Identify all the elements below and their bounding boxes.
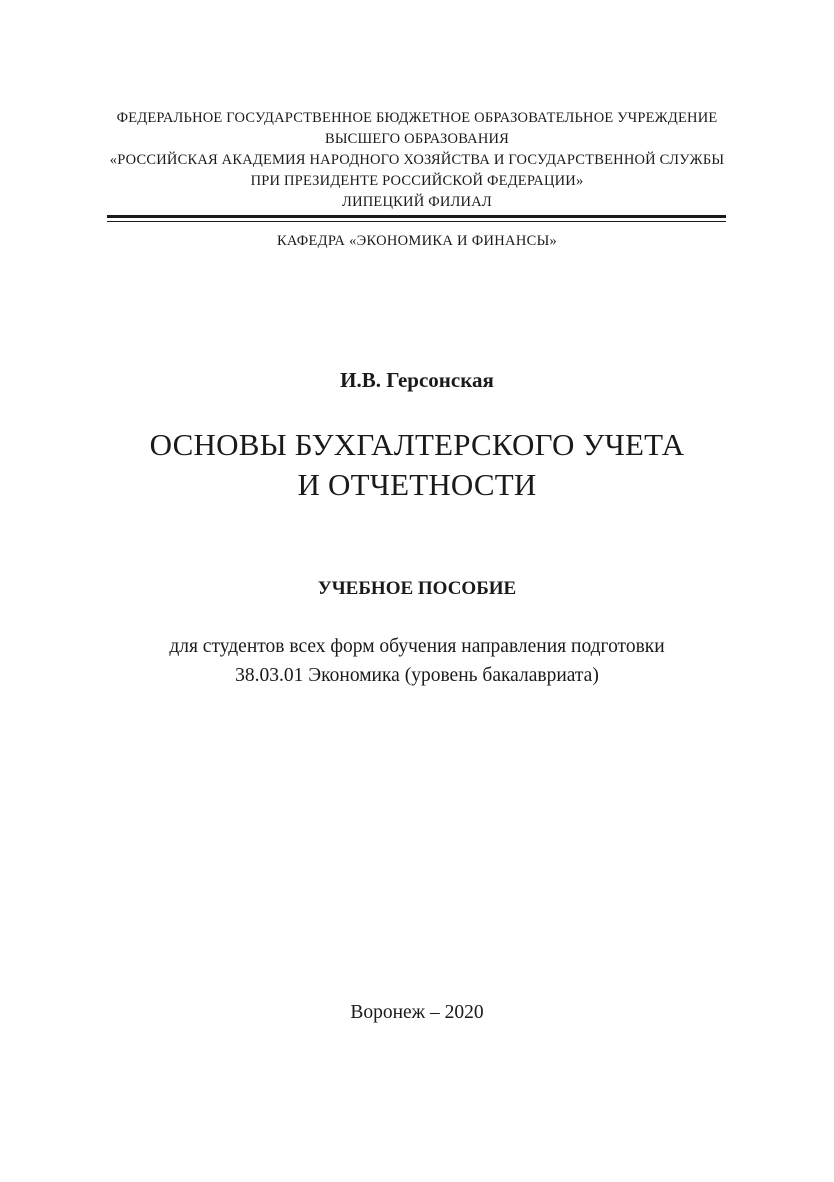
header-divider-thin [107,221,726,222]
header-line: ЛИПЕЦКИЙ ФИЛИАЛ [342,194,492,210]
header-line: ПРИ ПРЕЗИДЕНТЕ РОССИЙСКОЙ ФЕДЕРАЦИИ» [250,173,584,189]
header-line: ВЫСШЕГО ОБРАЗОВАНИЯ [324,131,510,147]
header-line: «РОССИЙСКАЯ АКАДЕМИЯ НАРОДНОГО ХОЗЯЙСТВА И ГОСУДАРСТВЕННОЙ СЛУЖБЫ [109,152,725,168]
author-name: И.В. Герсонская [340,368,494,392]
header-divider-thick [107,215,726,218]
place-and-year: Воронеж – 2020 [350,1002,484,1023]
title-line: И ОТЧЕТНОСТИ [297,467,537,502]
book-title [0,425,834,505]
audience-line: 38.03.01 Экономика (уровень бакалавриата) [235,665,599,686]
institution-header [0,108,834,213]
target-audience [0,632,834,690]
title-line: ОСНОВЫ БУХГАЛТЕРСКОГО УЧЕТА [149,427,685,462]
header-line: ФЕДЕРАЛЬНОЕ ГОСУДАРСТВЕННОЕ БЮДЖЕТНОЕ ОБРАЗОВАТЕЛЬНОЕ УЧРЕЖДЕНИЕ [116,110,718,126]
department-name: КАФЕДРА «ЭКОНОМИКА И ФИНАНСЫ» [276,233,558,249]
audience-line: для студентов всех форм обучения направления подготовки [169,636,665,657]
document-type: УЧЕБНОЕ ПОСОБИЕ [317,578,517,599]
